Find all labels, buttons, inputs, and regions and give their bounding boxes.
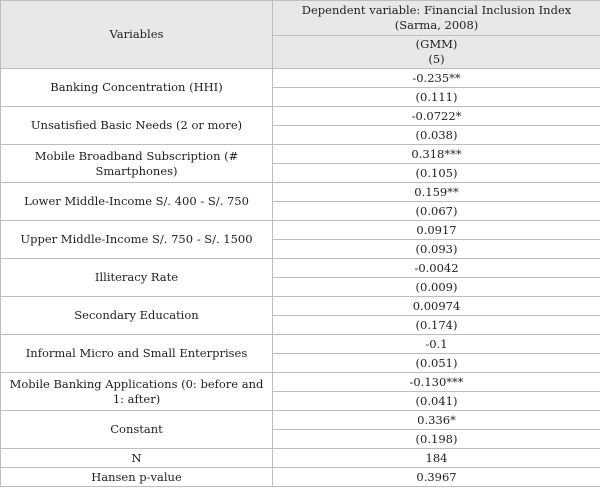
coefficient-cell: -0.130***	[273, 373, 600, 392]
standard-error-cell: (0.174)	[273, 316, 600, 335]
variable-label: Illiteracy Rate	[1, 259, 273, 297]
table-row	[1, 107, 600, 126]
table-row	[1, 221, 600, 240]
variable-label: Upper Middle-Income S/. 750 - S/. 1500	[1, 221, 273, 259]
model-header	[273, 36, 600, 69]
table-row	[1, 69, 600, 88]
stat-row	[1, 468, 600, 487]
coefficient-cell: 0.336*	[273, 411, 600, 430]
standard-error-cell: (0.038)	[273, 126, 600, 145]
standard-error-cell: (0.093)	[273, 240, 600, 259]
coefficient-cell: 0.00974	[273, 297, 600, 316]
variable-label: Unsatisfied Basic Needs (2 or more)	[1, 107, 273, 145]
variable-label: Banking Concentration (HHI)	[1, 69, 273, 107]
standard-error-cell: (0.111)	[273, 88, 600, 107]
coefficient-cell: -0.235**	[273, 69, 600, 88]
stat-label: Hansen p-value	[1, 468, 273, 487]
stat-value: 0.3967	[273, 468, 600, 487]
variable-label: Mobile Broadband Subscription (# Smartphones)	[1, 145, 273, 183]
table-row	[1, 259, 600, 278]
standard-error-cell: (0.051)	[273, 354, 600, 373]
coefficient-cell: 0.318***	[273, 145, 600, 164]
regression-table-body	[1, 1, 600, 487]
variable-label: Secondary Education	[1, 297, 273, 335]
variable-label: Constant	[1, 411, 273, 449]
standard-error-cell: (0.041)	[273, 392, 600, 411]
table-row	[1, 297, 600, 316]
model-header-line2: (5)	[428, 52, 445, 66]
coefficient-cell: -0.1	[273, 335, 600, 354]
dependent-variable-line1: Dependent variable: Financial Inclusion Index	[301, 3, 572, 17]
variable-label: Mobile Banking Applications (0: before and 1: after)	[1, 373, 273, 411]
coefficient-cell: -0.0042	[273, 259, 600, 278]
dependent-variable-header	[273, 1, 600, 36]
table-row	[1, 335, 600, 354]
standard-error-cell: (0.105)	[273, 164, 600, 183]
variables-header: Variables	[1, 1, 273, 69]
stat-value: 184	[273, 449, 600, 468]
table-row	[1, 145, 600, 164]
table-row	[1, 411, 600, 430]
variable-label: Lower Middle-Income S/. 400 - S/. 750	[1, 183, 273, 221]
coefficient-cell: 0.159**	[273, 183, 600, 202]
table-row	[1, 373, 600, 392]
standard-error-cell: (0.067)	[273, 202, 600, 221]
model-header-line1: (GMM)	[415, 37, 458, 51]
stat-row	[1, 449, 600, 468]
dependent-variable-line2: (Sarma, 2008)	[394, 18, 479, 32]
standard-error-cell: (0.009)	[273, 278, 600, 297]
variable-label: Informal Micro and Small Enterprises	[1, 335, 273, 373]
table-row	[1, 183, 600, 202]
header-row	[1, 1, 600, 36]
standard-error-cell: (0.198)	[273, 430, 600, 449]
coefficient-cell: 0.0917	[273, 221, 600, 240]
coefficient-cell: -0.0722*	[273, 107, 600, 126]
stat-label: N	[1, 449, 273, 468]
